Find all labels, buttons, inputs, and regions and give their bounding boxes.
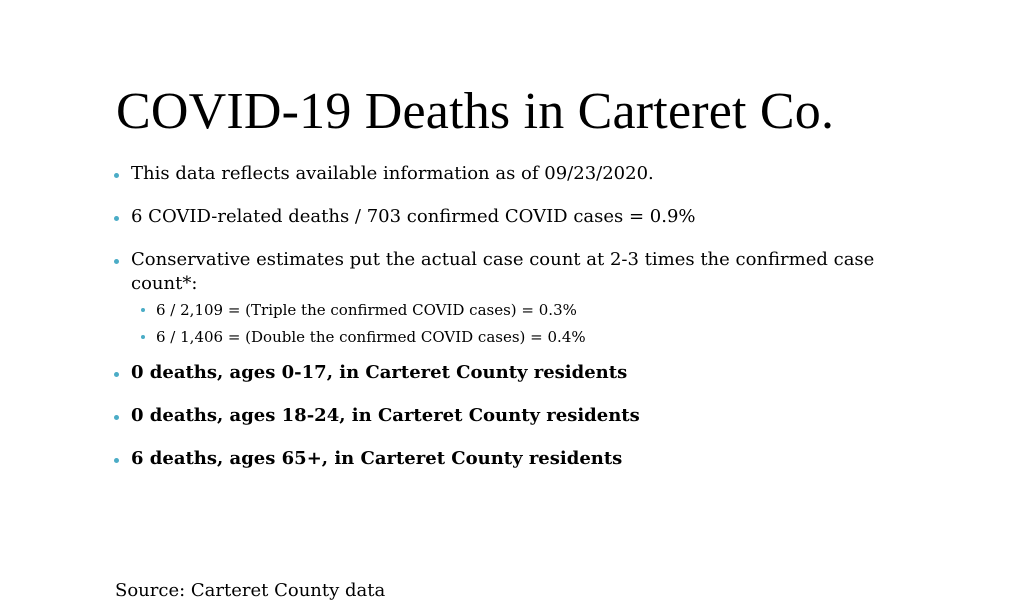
bullet-dot-icon bbox=[114, 259, 119, 264]
bullet-text: 6 deaths, ages 65+, in Carteret County residents bbox=[131, 448, 623, 469]
bullet-text: 0 deaths, ages 0-17, in Carteret County residents bbox=[131, 362, 628, 383]
bullet-dot-icon bbox=[114, 216, 119, 221]
bullet-item bbox=[113, 404, 913, 428]
sub-bullet-list bbox=[131, 300, 913, 347]
slide-title: COVID-19 Deaths in Carteret Co. bbox=[116, 83, 835, 140]
bullet-text: 0 deaths, ages 18-24, in Carteret County residents bbox=[131, 405, 640, 426]
bullet-dot-icon bbox=[114, 458, 119, 463]
sub-bullet-item bbox=[131, 300, 913, 320]
bullet-dot-icon bbox=[114, 415, 119, 420]
sub-bullet-dot-icon bbox=[141, 308, 145, 312]
sub-bullet-text: 6 / 2,109 = (Triple the confirmed COVID cases) = 0.3% bbox=[156, 301, 577, 319]
bullet-item bbox=[113, 162, 913, 186]
bullet-item bbox=[113, 248, 913, 347]
sub-bullet-text: 6 / 1,406 = (Double the confirmed COVID cases) = 0.4% bbox=[156, 328, 586, 346]
source-note: Source: Carteret County data bbox=[115, 580, 386, 601]
bullet-text: 6 COVID-related deaths / 703 confirmed COVID cases = 0.9% bbox=[131, 206, 696, 227]
sub-bullet-item bbox=[131, 327, 913, 347]
sub-bullet-dot-icon bbox=[141, 335, 145, 339]
bullet-text: Conservative estimates put the actual case count at 2-3 times the confirmed case count*: bbox=[131, 249, 875, 294]
bullet-item bbox=[113, 447, 913, 471]
bullet-list bbox=[113, 162, 913, 490]
bullet-text: This data reflects available information as of 09/23/2020. bbox=[131, 163, 654, 184]
bullet-item bbox=[113, 361, 913, 385]
bullet-item bbox=[113, 205, 913, 229]
bullet-dot-icon bbox=[114, 173, 119, 178]
bullet-dot-icon bbox=[114, 372, 119, 377]
